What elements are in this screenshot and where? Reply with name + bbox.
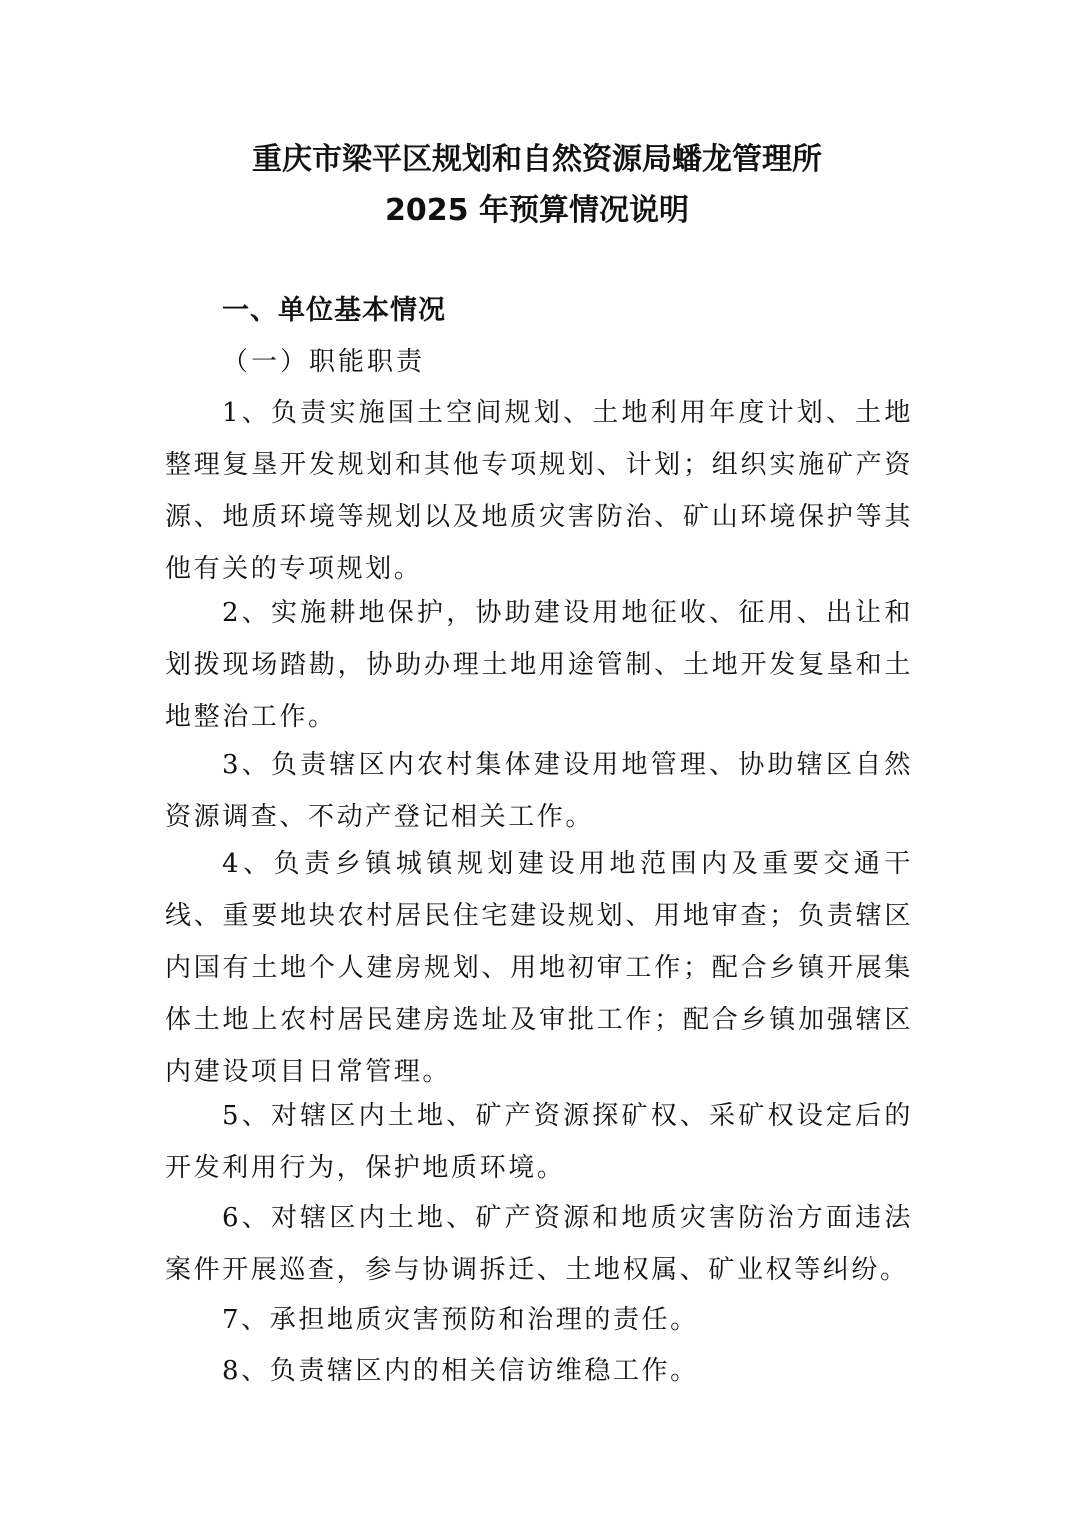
duty-paragraph-4: 4、负责乡镇城镇规划建设用地范围内及重要交通干线、重要地块农村居民住宅建设规划、用地审查；负责辖区内国有土地个人建房规划、用地初审工作；配合乡镇开展集体土地上农村居民建房选址及审批工作；配合乡镇加强辖区内建设项目日常管理。 — [165, 849, 913, 1087]
duty-paragraph-2: 2、实施耕地保护，协助建设用地征收、征用、出让和划拨现场踏勘，协助办理土地用途管制、土地开发复垦和土地整治工作。 — [165, 598, 913, 732]
duty-paragraph-3: 3、负责辖区内农村集体建设用地管理、协助辖区自然资源调查、不动产登记相关工作。 — [165, 750, 913, 832]
duty-paragraph-5: 5、对辖区内土地、矿产资源探矿权、采矿权设定后的开发利用行为，保护地质环境。 — [165, 1101, 913, 1183]
document-title-line-2: 2025 年预算情况说明 — [385, 193, 689, 228]
duty-paragraph-6: 6、对辖区内土地、矿产资源和地质灾害防治方面违法案件开展巡查，参与协调拆迁、土地权属、矿业权等纠纷。 — [165, 1203, 913, 1285]
subsection-heading-duties: （一）职能职责 — [222, 347, 426, 377]
section-heading-basic-info: 一、单位基本情况 — [222, 295, 446, 326]
duty-paragraph-8: 8、负责辖区内的相关信访维稳工作。 — [222, 1356, 699, 1386]
document-title-line-1: 重庆市梁平区规划和自然资源局蟠龙管理所 — [252, 142, 822, 177]
duty-paragraph-1: 1、负责实施国土空间规划、土地利用年度计划、土地整理复垦开发规划和其他专项规划、计划；组织实施矿产资源、地质环境等规划以及地质灾害防治、矿山环境保护等其他有关的专项规划。 — [165, 398, 913, 584]
duty-paragraph-7: 7、承担地质灾害预防和治理的责任。 — [222, 1305, 699, 1335]
